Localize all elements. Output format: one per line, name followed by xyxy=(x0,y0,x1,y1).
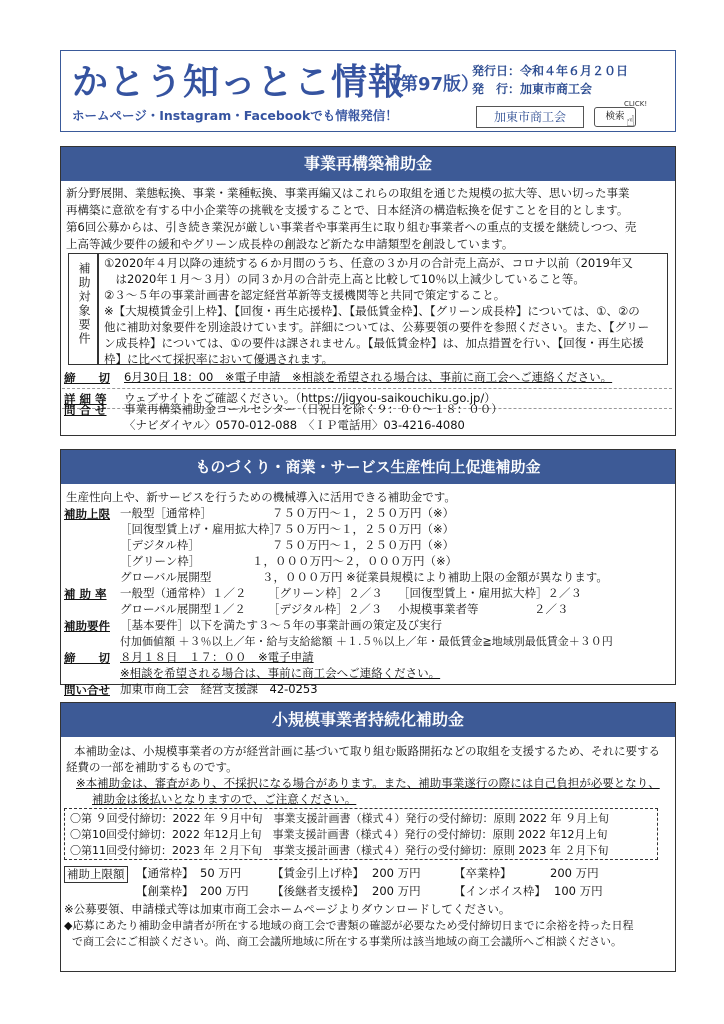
rate-item: ［グリーン枠］２／３ xyxy=(268,586,383,600)
requirement-line: ※【大規模賃金引上枠】、【回復・再生応援枠】、【最低賃金枠】、【グリーン成長枠】については、①、②の xyxy=(104,304,640,318)
limit-name: 【インボイス枠】 xyxy=(454,884,546,898)
search-input[interactable]: 加東市商工会 xyxy=(476,106,584,128)
note-line: 補助金は後払いとなりますので、ご注意ください。 xyxy=(92,792,357,806)
section-heading: ものづくり・商業・サービス生産性向上促進補助金 xyxy=(61,450,675,484)
rate-item: ［回復型賃上・雇用拡大枠］２／３ xyxy=(398,586,582,600)
pointer-hand-icon: ☝ xyxy=(626,112,636,130)
edition-label: （第97版） xyxy=(382,74,480,95)
intro-line: 上高等減少要件の緩和やグリーン成長枠の創設など新たな申請類型を創設しています。 xyxy=(66,237,514,251)
requirement-line: 他に補助対象要件を別途設けています。詳細については、公募要領の要件を参照ください。また、【グリー xyxy=(104,320,650,334)
note-line: ※本補助金は、審査があり、不採択になる場合があります。また、補助事業遂行の際には自己負担が必要となり、 xyxy=(76,776,660,790)
requirement-line: ［基本要件］以下を満たす３～５年の事業計画の策定及び実行 xyxy=(120,618,442,632)
intro-line: 再構築に意欲を有する中小企業等の挑戦を支援することで、日本経済の構造転換を促すことを目的とします。 xyxy=(66,203,629,217)
limit-name: 【後継者支援枠】 xyxy=(272,884,364,898)
footnote: ※公募要領、申請様式等は加東市商工会ホームページよりダウンロードしてください。 xyxy=(64,902,511,916)
limit-name: 【賃金引上げ枠】 xyxy=(272,866,364,880)
rate-item: グローバル展開型１／２ xyxy=(120,602,246,616)
requirement-line: ②３～５年の事業計画書を認定経営革新等支援機関等と共同で策定すること。 xyxy=(104,288,506,302)
deadline-note: ※相談を希望される場合は、事前に商工会へご連絡ください。 xyxy=(120,666,441,680)
page-title: かとう知っとこ情報 xyxy=(72,62,406,103)
footnote: ◆応募にあたり補助金申請者が所在する地域の商工会で書類の確認が必要なため受付締切日までに余裕を持った日程 xyxy=(64,919,634,932)
rate-item: 一般型（通常枠）１／２ xyxy=(120,586,247,600)
requirement-line: は2020年１月～３月）の同３か月の合計売上高と比較して10％以上減少していること等。 xyxy=(104,272,585,286)
requirement-line: ①2020年４月以降の連続する６か月間のうち、任意の３か月の合計売上高が、コロナ以前（2019年又 xyxy=(104,256,633,270)
deadline-label: 締 切 xyxy=(64,651,110,665)
section-heading: 小規模事業者持続化補助金 xyxy=(61,703,675,737)
contact-label: 問い合せ xyxy=(64,683,110,697)
limit-amount: １，０００万円～２，０００万円（※） xyxy=(252,554,458,568)
schedule-item: 〇第10回受付締切：2022 年12月上旬 事業支援計画書（様式４）発行の受付締切：原則 2022 年12月上旬 xyxy=(70,828,608,841)
issue-date: 発行日：令和４年６月２０日 xyxy=(472,64,629,78)
intro-line: 第6回公募からは、引き続き業況が厳しい事業者や事業再生に取り組む事業者への重点的支援を継続しつつ、売 xyxy=(66,220,637,234)
rate-item: ［デジタル枠］２／３ xyxy=(268,602,383,616)
details-link[interactable]: ウェブサイトをご確認ください。（https://jigyou-saikouchiku.go.jp/） xyxy=(124,391,496,405)
limit-name: グローバル展開型 xyxy=(120,570,212,584)
contact-line: 〈ナビダイヤル〉0570-012-088 〈ＩＰ電話用〉03-4216-4080 xyxy=(124,418,465,432)
limit-amount: 200 万円 xyxy=(372,866,421,880)
requirement-line: 付加価値額 ＋３％以上／年・給与支給総額 ＋１.５％以上／年・最低賃金≧地域別最低賃金＋３０円 xyxy=(120,635,613,648)
limit-name: 【卒業枠】 xyxy=(454,866,512,880)
tagline: ホームページ・Instagram・Facebookでも情報発信！ xyxy=(72,108,398,123)
footnote: で商工会にご相談ください。尚、商工会議所地域に所在する事業所は該当地域の商工会議所へご相談ください。 xyxy=(72,935,622,948)
contact-label: 問 合 せ xyxy=(64,403,107,417)
limit-name: ［グリーン枠］ xyxy=(120,554,201,568)
limit-name: 【通常枠】 xyxy=(136,866,194,880)
schedule-item: 〇第11回受付締切：2023 年 ２月下旬 事業支援計画書（様式４）発行の受付締切：原則 2023 年 ２月下旬 xyxy=(70,844,609,857)
click-label: CLICK! xyxy=(624,100,648,108)
requirements-label: 補助要件 xyxy=(64,619,110,633)
details-label: 詳 細 等 xyxy=(64,392,107,406)
limit-amount: 100 万円 xyxy=(554,884,603,898)
limit-amount: ３，０００万円 ※従業員規模により補助上限の金額が異なります。 xyxy=(262,570,608,584)
intro-line: 新分野展開、業態転換、事業・業種転換、事業再編又はこれらの取組を通じた規模の拡大等、思い切った事業 xyxy=(66,186,630,200)
requirements-label: 補助対象要件 xyxy=(77,262,91,346)
intro-line: 生産性向上や、新サービスを行うための機械導入に活用できる補助金です。 xyxy=(66,490,456,504)
publisher: 発 行：加東市商工会 xyxy=(472,82,593,96)
deadline-label: 締 切 xyxy=(64,371,110,385)
limit-label: 補助上限 xyxy=(64,507,110,521)
rate-label: 補 助 率 xyxy=(64,587,107,601)
limit-amount: 200 万円 xyxy=(200,884,249,898)
rate-item: ２／３ xyxy=(534,602,569,616)
limit-amount: 200 万円 xyxy=(550,866,599,880)
deadline-text: ８月１８日 １７：００ ※電子申請 xyxy=(120,650,314,664)
limit-name: 【創業枠】 xyxy=(136,884,194,898)
intro-line: 経費の一部を補助するものです。 xyxy=(66,760,238,774)
limit-amount: 50 万円 xyxy=(200,866,242,880)
schedule-item: 〇第 ９回受付締切：2022 年 ９月中旬 事業支援計画書（様式４）発行の受付締切：原則 2022 年 ９月上旬 xyxy=(70,812,609,825)
requirement-line: ン成長枠】については、①の要件は課されません。【最低賃金枠】は、加点措置を行い、【回復・再生応援 xyxy=(104,336,644,350)
limit-name: ［回復型賃上げ・雇用拡大枠］ xyxy=(120,522,281,536)
divider xyxy=(62,388,672,389)
section-heading: 事業再構築補助金 xyxy=(61,147,675,181)
limit-amount: 200 万円 xyxy=(372,884,421,898)
limit-amount: ７５０万円～１，２５０万円（※） xyxy=(272,522,455,536)
limit-amount: ７５０万円～１，２５０万円（※） xyxy=(272,506,455,520)
rate-item: 小規模事業者等 xyxy=(398,602,479,616)
contact-line: 事業再構築補助金コールセンター（日祝日を除く９：００～１８：００） xyxy=(124,402,503,416)
limit-amount: ７５０万円～１，２５０万円（※） xyxy=(272,538,455,552)
limit-name: ［デジタル枠］ xyxy=(120,538,200,552)
intro-line: 本補助金は、小規模事業者の方が経営計画に基づいて取り組む販路開拓などの取組を支援するため、それに要する xyxy=(74,744,661,758)
limit-label: 補助上限額 xyxy=(64,866,128,883)
requirement-line: 枠】に比べて採択率において優遇されます。 xyxy=(104,352,334,366)
limit-name: 一般型［通常枠］ xyxy=(120,506,212,520)
contact-text: 加東市商工会 経営支援課 42-0253 xyxy=(120,682,318,696)
search-button[interactable]: 検索 xyxy=(594,107,636,127)
deadline-text: 6月30日 18：00 ※電子申請 ※相談を希望される場合は、事前に商工会へご連絡ください。 xyxy=(124,370,613,384)
